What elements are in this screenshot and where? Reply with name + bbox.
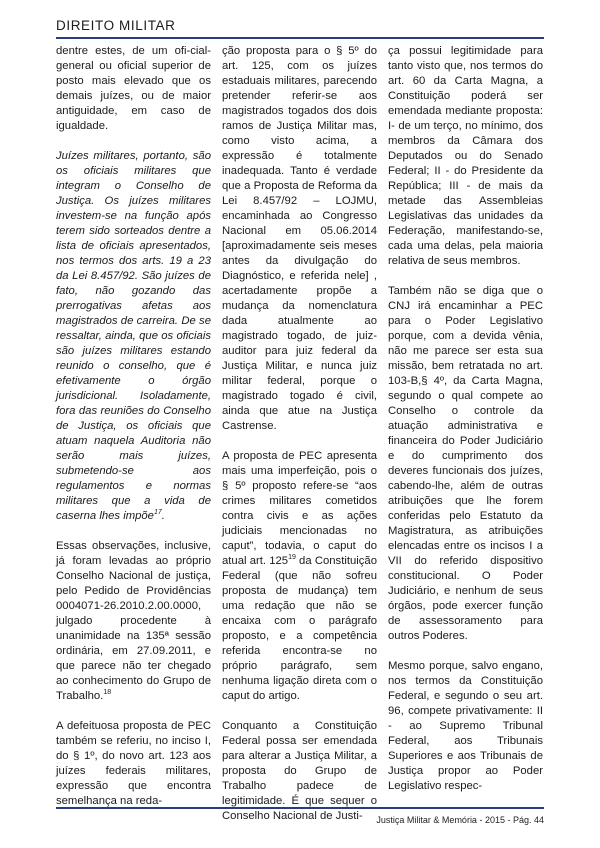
page-footer: Justiça Militar & Memória - 2015 - Pág. 44 <box>376 815 544 825</box>
paragraph: Também não se diga que o CNJ irá encaminhar a PEC para o Poder Legislativo porque, com a devida vênia, não me parece ser esta sua missão, bem retratada no art. 103-B,§ 4º, da Carta Magna, segundo o qual compete ao Conselho o controle da atuação administrativa e financeira do Poder Judiciário e do cumprimento dos deveres funcionais dos juízes, cabendo-lhe, além de outras atribuições que lhe forem conferidas pelo Estatuto da Magistratura, as atribuições elencadas entre os incisos I a VII do referido dispositivo constitucional. O Poder Judiciário, e nenhum de seus órgãos, pode exercer função de assessoramento para outros Poderes. <box>388 285 543 642</box>
paragraph: A defeituosa proposta de PEC também se referiu, no inciso I, do § 1º, do novo art. 123 aos juízes federais militares, expressão que encontra semelhança na reda- <box>56 720 211 807</box>
column-1 <box>56 44 211 807</box>
paragraph: ção proposta para o § 5º do art. 125, com os juízes estaduais militares, parecendo pretender referir-se aos magistrados togados dos dois ramos de Justiça Militar mas, como visto acima, a expressão é totalmente inadequada. Tanto é verdade que a Proposta de Reforma da Lei 8.457/92 – LOJMU, encaminhada ao Congresso Nacional em 05.06.2014 [aproximadamente seis meses antes da divulgação do Diagnóstico, e referida nele] , acertadamente propõe a mudança da nomenclatura dada atualmente ao magistrado togado, de juiz-auditor para juiz federal da Justiça Militar, e nunca juiz militar federal, porque o magistrado togado é civil, ainda que atue na Justiça Castrense. <box>222 45 377 432</box>
paragraph: Juízes militares, portanto, são os oficiais militares que integram o Conselho de Justiça. Os juízes militares investem-se na função após terem sido sorteados dentre a lista de oficiais apresentados, nos termos dos arts. 19 a 23 da Lei 8.457/92. São juízes de fato, não gozando das prerrogativas afetas aos magistrados de carreira. De se ressaltar, ainda, que os oficiais são juízes militares estando reunido o conselho, que é efetivamente o órgão jurisdicional. Isoladamente, fora das reuniões do Conselho de Justiça, os oficiais que atuam naquela Auditoria não serão mais juízes, submetendo-se aos regulamentos e normas militares que a vida de caserna lhes impõe$^{17}$. <box>56 150 211 522</box>
header-rule <box>56 37 544 39</box>
paragraph: Conquanto a Constituição Federal possa ser emendada para alterar a Justiça Militar, a proposta do Grupo de Trabalho padece de legitimidade. É que sequer o Conselho Nacional de Justi- <box>222 720 377 822</box>
column-2 <box>222 44 377 822</box>
footnote-ref: 18 <box>103 689 112 697</box>
paragraph: A proposta de PEC apresenta mais uma imperfeição, pois o § 5º proposto refere-se “aos crimes militares cometidos contra civis e as ações judiciais mencionadas no caput”, todavia, o caput do atual art. $125^{19}$ da Constituição Federal (que não sofreu proposta de mudança) tem uma redação que não se encaixa com o parágrafo proposto, e a competência referida encontra-se no próprio parágrafo, sem nenhuma ligação direta com o caput do artigo. <box>222 450 377 702</box>
footnote-ref: 17 <box>153 509 162 517</box>
paragraph: Mesmo porque, salvo engano, nos termos da Constituição Federal, e segundo o seu art. 96, compete privativamente: II - ao Supremo Tribunal Federal, aos Tribunais Superiores e aos Tribunais de Justiça propor ao Poder Legislativo respec- <box>388 660 543 792</box>
footer-rule <box>56 807 544 809</box>
paragraph: ça possui legitimidade para tanto visto que, nos termos do art. 60 da Carta Magna, a Constituição poderá ser emendada mediante proposta: I- de um terço, no mínimo, dos membros da Câmara dos Deputados ou do Senado Federal; II - do Presidente da República; III - de mais da metade das Assembleias Legislativas das unidades da Federação, manifestando-se, cada uma delas, pela maioria relativa de seus membros. <box>388 45 543 267</box>
paragraph: dentre estes, de um ofi-cial-general ou oficial superior de posto mais elevado que os demais juízes, ou de maior antiguidade, em caso de igualdade. <box>56 45 211 132</box>
footnote-ref: 19 <box>288 554 296 562</box>
running-header: DIREITO MILITAR <box>56 18 176 33</box>
column-3 <box>388 44 543 796</box>
paragraph: Essas observações, inclusive, já foram levadas ao próprio Conselho Nacional de justiça, pelo Pedido de Providências 0004071-26.2010.2.00.0000, julgado procedente à unanimidade na 135ª sessão ordinária, em 27.09.2011, e que parece não ter chegado ao conhecimento do Grupo de Trabalho.$^{18}$ <box>56 540 211 702</box>
